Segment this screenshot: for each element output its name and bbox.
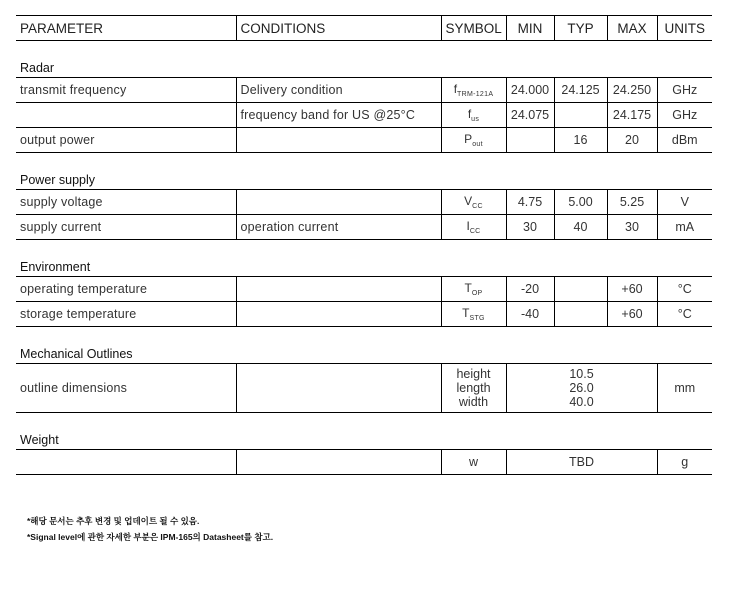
unit-cell: V — [657, 190, 712, 215]
unit-cell: °C — [657, 277, 712, 302]
typ-cell: 24.125 — [554, 78, 607, 103]
condition-cell: Delivery condition — [236, 78, 441, 103]
condition-cell — [236, 364, 441, 413]
section-radar — [16, 59, 712, 78]
section-power-supply — [16, 171, 712, 190]
parameter-cell: transmit frequency — [16, 78, 236, 103]
min-cell: 24.075 — [506, 103, 554, 128]
value-cell — [506, 364, 657, 413]
table-row — [16, 128, 712, 153]
condition-cell — [236, 450, 441, 475]
parameter-cell: output power — [16, 128, 236, 153]
section-title-power-supply: Power supply — [16, 171, 712, 190]
table-row — [16, 302, 712, 327]
table-row — [16, 450, 712, 475]
symbol-cell: $f_{us}$ — [441, 103, 506, 128]
symbol-cell: $T_{OP}$ — [441, 277, 506, 302]
symbol-cell: $V_{CC}$ — [441, 190, 506, 215]
min-cell: 24.000 — [506, 78, 554, 103]
unit-cell: mm — [657, 364, 712, 413]
table-row — [16, 364, 712, 413]
unit-cell: dBm — [657, 128, 712, 153]
header-min: MIN — [506, 16, 554, 41]
max-cell: 20 — [607, 128, 657, 153]
value-cell: TBD — [506, 450, 657, 475]
typ-cell — [554, 277, 607, 302]
footnotes — [27, 513, 273, 545]
section-title-environment: Environment — [16, 258, 712, 277]
max-cell: 30 — [607, 215, 657, 240]
unit-cell: g — [657, 450, 712, 475]
max-cell: +60 — [607, 277, 657, 302]
unit-cell: GHz — [657, 78, 712, 103]
symbol-length: length — [456, 381, 491, 395]
header-symbol: SYMBOL — [441, 16, 506, 41]
symbol-width: width — [458, 395, 489, 409]
table-row — [16, 103, 712, 128]
header-conditions: CONDITIONS — [236, 16, 441, 41]
header-parameter: PARAMETER — [16, 16, 236, 41]
header-typ: TYP — [554, 16, 607, 41]
symbol-cell: w — [441, 450, 506, 475]
table-row — [16, 277, 712, 302]
table-row — [16, 215, 712, 240]
section-title-radar: Radar — [16, 59, 712, 78]
condition-cell — [236, 128, 441, 153]
condition-cell: operation current — [236, 215, 441, 240]
unit-cell: GHz — [657, 103, 712, 128]
min-cell: -40 — [506, 302, 554, 327]
symbol-cell: $f_{TRM-121A}$ — [441, 78, 506, 103]
section-title-weight: Weight — [16, 431, 712, 450]
min-cell: -20 — [506, 277, 554, 302]
symbol-cell: $P_{out}$ — [441, 128, 506, 153]
parameter-cell: operating temperature — [16, 277, 236, 302]
header-units: UNITS — [657, 16, 712, 41]
footnote-1: *해당 문서는 추후 변경 및 업데이트 될 수 있음. — [27, 516, 200, 526]
min-cell — [506, 128, 554, 153]
value-length: 26.0 — [569, 381, 594, 395]
condition-cell — [236, 277, 441, 302]
table-row — [16, 190, 712, 215]
min-cell: 4.75 — [506, 190, 554, 215]
condition-cell — [236, 302, 441, 327]
value-height: 10.5 — [569, 367, 594, 381]
condition-cell — [236, 190, 441, 215]
header-max: MAX — [607, 16, 657, 41]
section-title-mechanical-outlines: Mechanical Outlines — [16, 345, 712, 364]
typ-cell — [554, 302, 607, 327]
section-weight — [16, 431, 712, 450]
header-row — [16, 16, 712, 41]
parameter-cell — [16, 450, 236, 475]
symbol-cell: $T_{STG}$ — [441, 302, 506, 327]
typ-cell — [554, 103, 607, 128]
min-cell: 30 — [506, 215, 554, 240]
symbol-height: height — [456, 367, 491, 381]
max-cell: 5.25 — [607, 190, 657, 215]
parameter-cell: outline dimensions — [16, 364, 236, 413]
footnote-2: *Signal level에 관한 자세한 부분은 IPM-165의 Datasheet를 참고. — [27, 532, 274, 542]
specification-table — [16, 15, 712, 475]
table-row — [16, 78, 712, 103]
max-cell: 24.250 — [607, 78, 657, 103]
max-cell: 24.175 — [607, 103, 657, 128]
parameter-cell: supply voltage — [16, 190, 236, 215]
value-width: 40.0 — [569, 395, 594, 409]
max-cell: +60 — [607, 302, 657, 327]
section-mechanical-outlines — [16, 345, 712, 364]
typ-cell: 5.00 — [554, 190, 607, 215]
section-environment — [16, 258, 712, 277]
symbol-cell: $I_{CC}$ — [441, 215, 506, 240]
parameter-cell — [16, 103, 236, 128]
condition-cell: frequency band for US @25°C — [236, 103, 441, 128]
typ-cell: 16 — [554, 128, 607, 153]
parameter-cell: supply current — [16, 215, 236, 240]
unit-cell: mA — [657, 215, 712, 240]
symbol-cell — [441, 364, 506, 413]
unit-cell: °C — [657, 302, 712, 327]
typ-cell: 40 — [554, 215, 607, 240]
parameter-cell: storage temperature — [16, 302, 236, 327]
